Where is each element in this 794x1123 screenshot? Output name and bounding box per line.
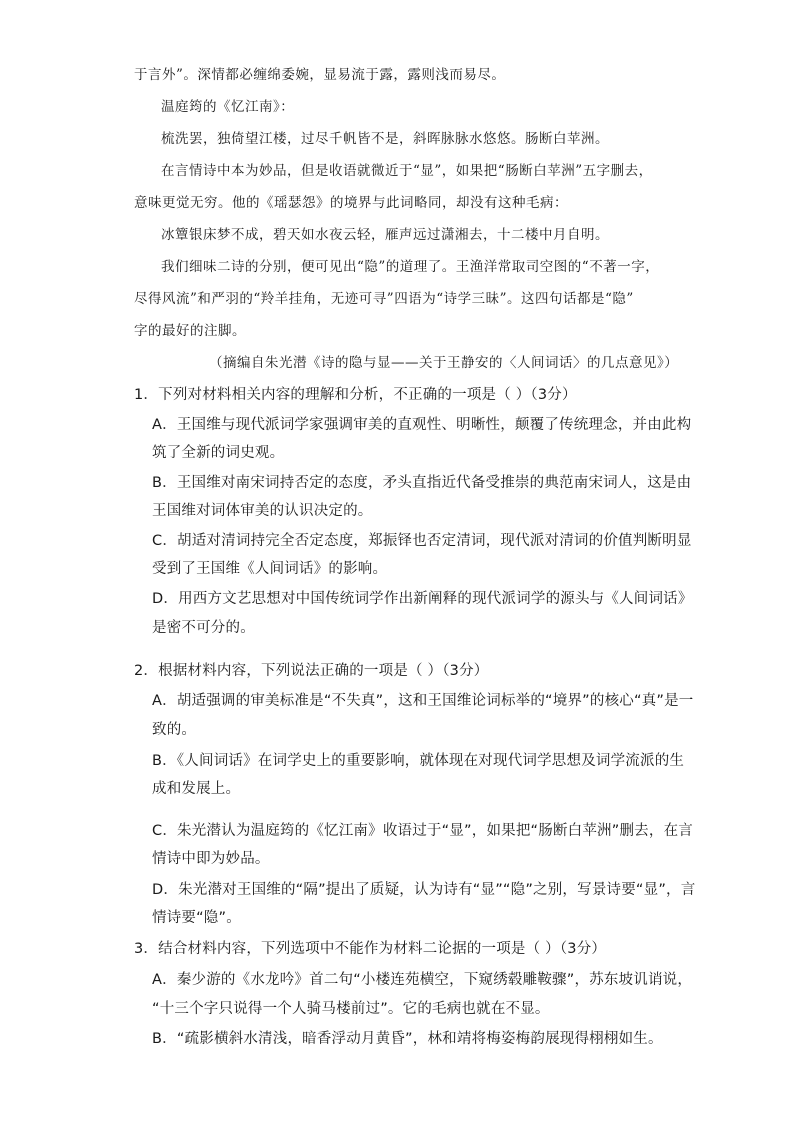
passage-line-8: 尽得风流”和严羽的“羚羊挂角，无迹可寻”四语为“诗学三昧”。这四句话都是“隐” xyxy=(134,291,634,307)
question-1-option-c-line-2: 受到了王国维《人间词话》的影响。 xyxy=(152,561,388,577)
question-2-option-d-line-1: D．朱光潜对王国维的“隔”提出了质疑，认为诗有“显”“隐”之别，写景诗要“显”，言 xyxy=(152,882,696,898)
question-2-option-a-line-2: 致的。 xyxy=(152,722,197,738)
question-2-option-b-line-1: B．《人间词话》在词学史上的重要影响，就体现在对现代词学思想及词学流派的生 xyxy=(152,753,685,769)
question-3-option-a-line-2: “十三个字只说得一个人骑马楼前过”。它的毛病也就在不显。 xyxy=(152,1001,550,1017)
passage-line-4: 在言情诗中本为妙品，但是收语就微近于“显”，如果把“肠断白苹洲”五字删去， xyxy=(161,163,653,179)
question-3-option-b-line-1: B．“疏影横斜水清浅，暗香浮动月黄昏”，林和靖将梅姿梅韵展现得栩栩如生。 xyxy=(152,1031,663,1047)
passage-line-5: 意味更觉无穷。他的《瑶瑟怨》的境界与此词略同，却没有这种毛病： xyxy=(134,195,568,211)
passage-line-7: 我们细味二诗的分别，便可见出“隐”的道理了。王渔洋常取司空图的“不著一字， xyxy=(161,259,660,275)
question-2-stem: 2．根据材料内容，下列说法正确的一项是（ ）（3分） xyxy=(134,663,489,679)
question-1-option-b-line-2: 王国维对词体审美的认识决定的。 xyxy=(152,503,373,519)
question-2-option-d-line-2: 情诗要“隐”。 xyxy=(152,910,241,926)
passage-line-9: 字的最好的注脚。 xyxy=(134,323,246,339)
question-1-option-d-line-1: D．用西方文艺思想对中国传统词学作出新阐释的现代派词学的源头与《人间词话》 xyxy=(152,591,693,607)
passage-source: （摘编自朱光潜《诗的隐与显——关于王静安的〈人间词话〉的几点意见》） xyxy=(209,355,679,371)
question-2-option-b-line-2: 成和发展上。 xyxy=(152,781,241,797)
question-1-stem: 1．下列对材料相关内容的理解和分析，不正确的一项是（ ）（3分） xyxy=(134,387,577,403)
question-1-option-a-line-2: 筑了全新的词史观。 xyxy=(152,445,285,461)
question-3-stem: 3．结合材料内容，下列选项中不能作为材料二论据的一项是（ ）（3分） xyxy=(134,941,607,957)
question-1-option-d-line-2: 是密不可分的。 xyxy=(152,620,255,636)
passage-line-1: 于言外”。深情都必缠绵委婉，显易流于露，露则浅而易尽。 xyxy=(134,67,506,83)
question-1-option-b-line-1: B．王国维对南宋词持否定的态度，矛头直指近代备受推崇的典范南宋词人，这是由 xyxy=(152,475,692,491)
question-1-option-c-line-1: C．胡适对清词持完全否定态度，郑振铎也否定清词，现代派对清词的价值判断明显 xyxy=(152,533,692,549)
question-3-option-a-line-1: A．秦少游的《水龙吟》首二句“小楼连苑横空，下窥绣毂雕鞍骤”，苏东坡讥诮说， xyxy=(152,972,693,988)
question-2-option-c-line-1: C．朱光潜认为温庭筠的《忆江南》收语过于“显”，如果把“肠断白苹洲”删去，在言 xyxy=(152,823,693,839)
passage-poem-1: 梳洗罢，独倚望江楼，过尽千帆皆不是，斜晖脉脉水悠悠。肠断白苹洲。 xyxy=(161,131,609,147)
question-2-option-a-line-1: A．胡适强调的审美标准是“不失真”，这和王国维论词标举的“境界”的核心“真”是一 xyxy=(152,693,694,709)
passage-poem-2: 冰簟银床梦不成，碧天如水夜云轻，雁声远过潇湘去，十二楼中月自明。 xyxy=(161,227,609,243)
question-2-option-c-line-2: 情诗中即为妙品。 xyxy=(152,851,270,867)
question-1-option-a-line-1: A．王国维与现代派词学家强调审美的直观性、明晰性，颠覆了传统理念，并由此构 xyxy=(152,417,692,433)
passage-line-2: 温庭筠的《忆江南》： xyxy=(161,99,295,115)
